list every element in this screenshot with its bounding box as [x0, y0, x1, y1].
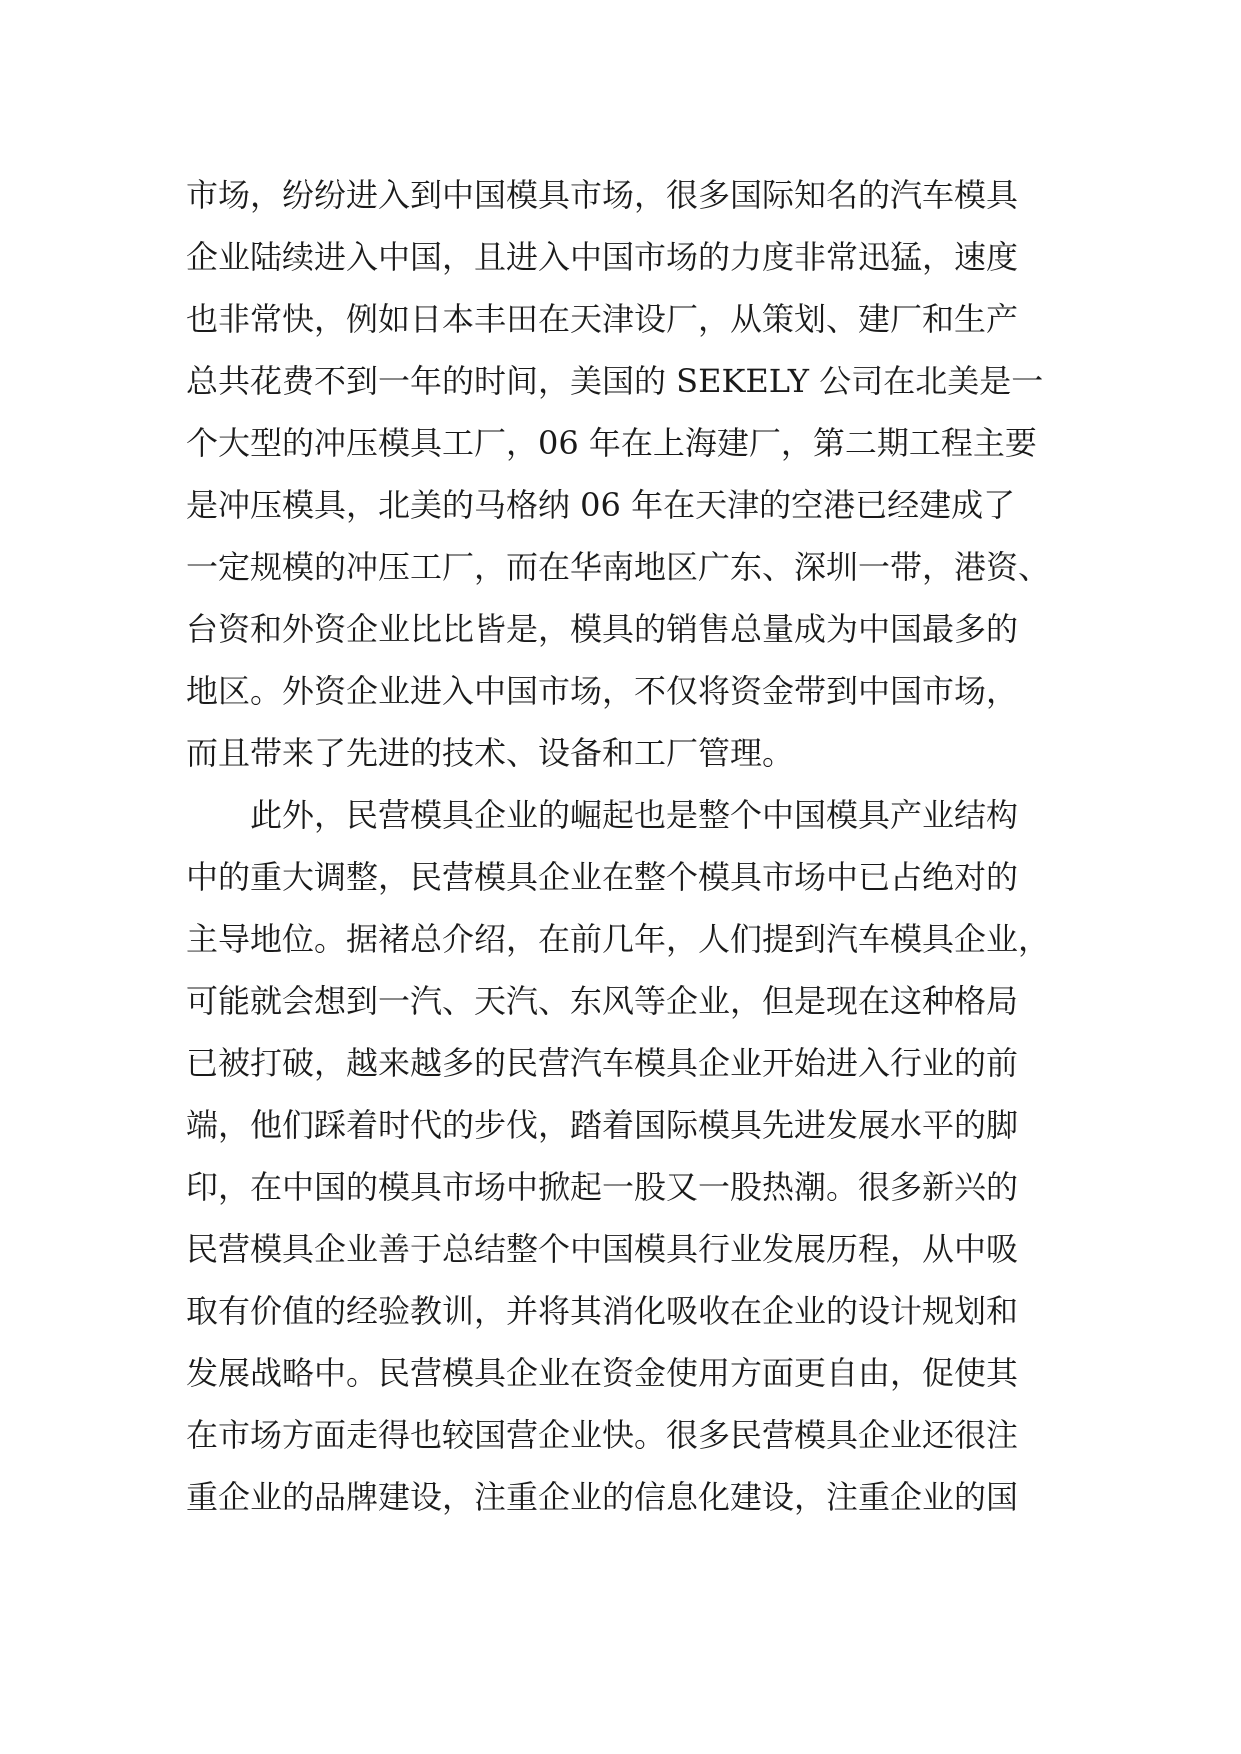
text-line: 地区。外资企业进入中国市场，不仅将资金带到中国市场， — [186, 672, 1019, 710]
text-line: 是冲压模具，北美的马格纳 06 年在天津的空港已经建成了 — [186, 486, 1016, 524]
text-line: 在市场方面走得也较国营企业快。很多民营模具企业还很注 — [186, 1416, 1019, 1454]
text-line: 已被打破，越来越多的民营汽车模具企业开始进入行业的前 — [186, 1044, 1019, 1082]
paragraph-start-line: 此外，民营模具企业的崛起也是整个中国模具产业结构 — [250, 796, 1019, 834]
text-line: 也非常快，例如日本丰田在天津设厂，从策划、建厂和生产 — [186, 300, 1019, 338]
text-line: 而且带来了先进的技术、设备和工厂管理。 — [186, 734, 795, 772]
text-line: 可能就会想到一汽、天汽、东风等企业，但是现在这种格局 — [186, 982, 1019, 1020]
text-line: 一定规模的冲压工厂，而在华南地区广东、深圳一带，港资、 — [186, 548, 1051, 586]
text-line: 市场，纷纷进入到中国模具市场，很多国际知名的汽车模具 — [186, 176, 1019, 214]
text-line: 中的重大调整，民营模具企业在整个模具市场中已占绝对的 — [186, 858, 1019, 896]
text-line: 印，在中国的模具市场中掀起一股又一股热潮。很多新兴的 — [186, 1168, 1019, 1206]
text-line: 重企业的品牌建设，注重企业的信息化建设，注重企业的国 — [186, 1478, 1019, 1516]
body-text — [186, 164, 1066, 1528]
text-line: 端，他们踩着时代的步伐，踏着国际模具先进发展水平的脚 — [186, 1106, 1019, 1144]
text-line: 总共花费不到一年的时间，美国的 SEKELY 公司在北美是一 — [186, 362, 1044, 400]
text-line: 台资和外资企业比比皆是，模具的销售总量成为中国最多的 — [186, 610, 1019, 648]
text-line: 企业陆续进入中国，且进入中国市场的力度非常迅猛，速度 — [186, 238, 1019, 276]
text-line: 民营模具企业善于总结整个中国模具行业发展历程，从中吸 — [186, 1230, 1019, 1268]
text-line: 个大型的冲压模具工厂，06 年在上海建厂，第二期工程主要 — [186, 424, 1037, 462]
text-line: 发展战略中。民营模具企业在资金使用方面更自由，促使其 — [186, 1354, 1019, 1392]
text-line: 主导地位。据褚总介绍，在前几年，人们提到汽车模具企业， — [186, 920, 1051, 958]
text-line: 取有价值的经验教训，并将其消化吸收在企业的设计规划和 — [186, 1292, 1019, 1330]
